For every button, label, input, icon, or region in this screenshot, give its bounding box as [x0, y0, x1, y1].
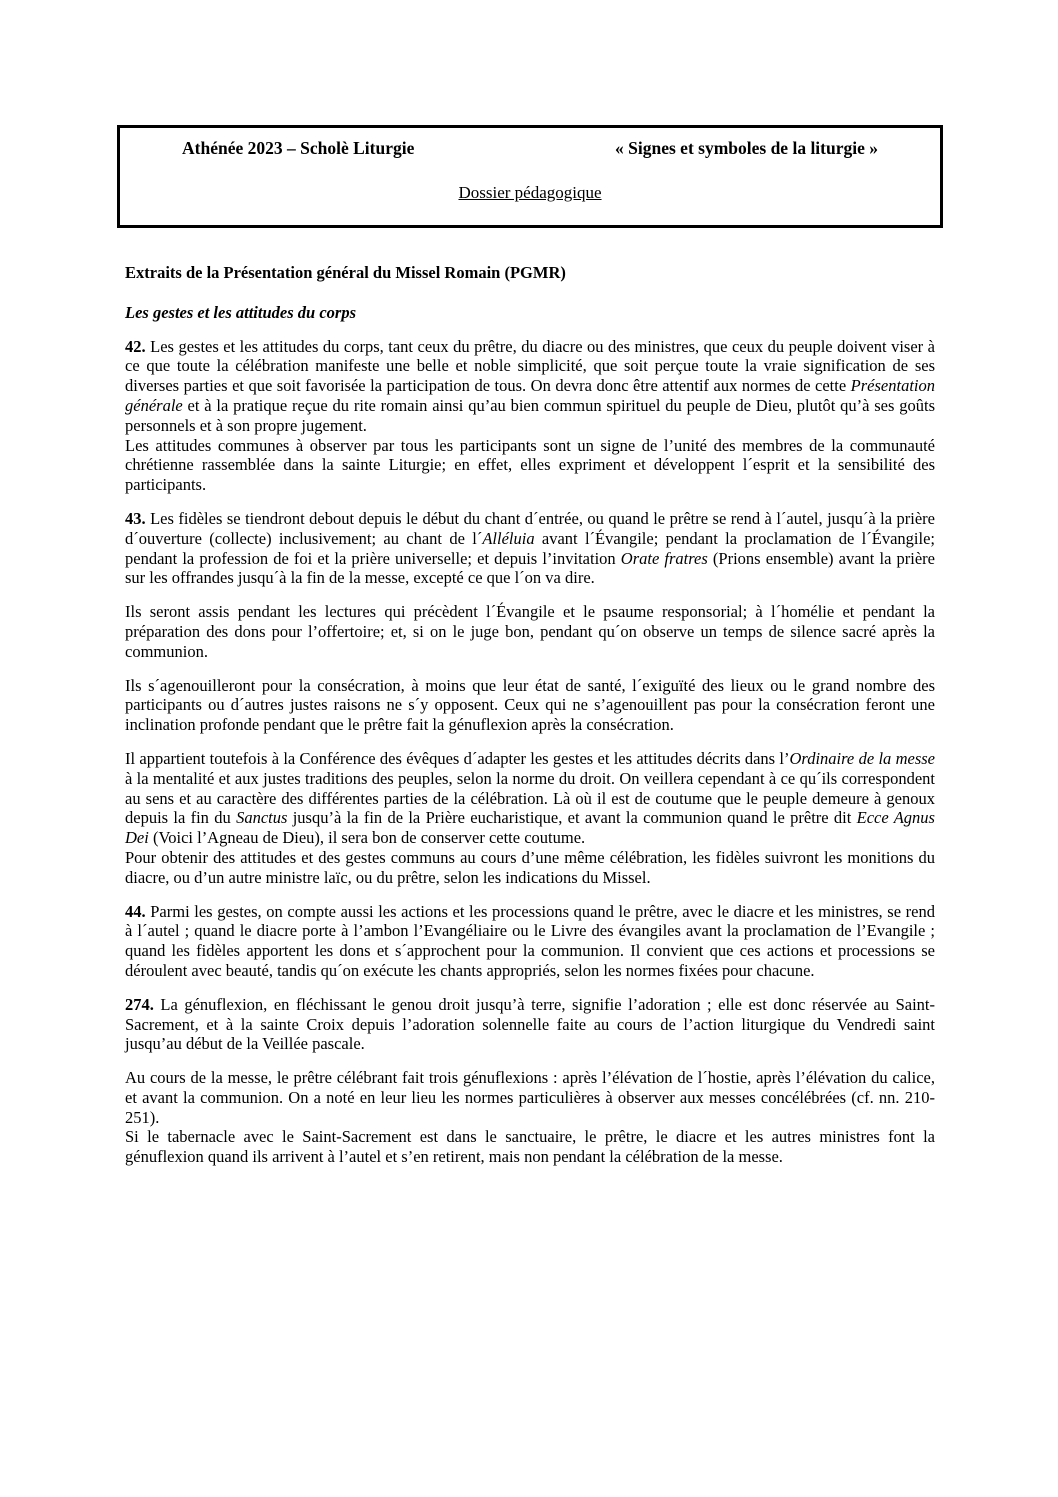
- document-page: [117, 0, 943, 1167]
- paragraph: Ils s´agenouilleront pour la consécration, à moins que leur état de santé, l´exiguïté des lieux ou le grand nombre des participants ou d´autres justes raisons ne s´y opposent. Ceux qui ne s’agenouillent pas pour la consécration feront une inclination profonde pendant que le prêtre fait la génuflexion après la consécration.: [125, 675, 935, 735]
- document-content: [125, 263, 935, 1167]
- document-body: [125, 337, 935, 1167]
- document-subheading: Les gestes et les attitudes du corps: [125, 302, 356, 322]
- paragraph: Il appartient toutefois à la Conférence des évêques d´adapter les gestes et les attitudes décrits dans l’Ordinaire de la messe à la mentalité et aux justes traditions des peuples, selon la norme du droit. On veillera cependant à ce qu´ils correspondent au sens et au caractère des différentes parties de la célébration. Là où il est de coutume que le peuple demeure à genoux depuis la fin du Sanctus jusqu’à la fin de la Prière eucharistique, et avant la communion quand le prêtre dit Ecce Agnus Dei (Voici l’Agneau de Dieu), il sera bon de conserver cette coutume. Pour obtenir des attitudes et des gestes communs au cours d’une même célébration, les fidèles suivront les monitions du diacre, ou d’un autre ministre laïc, ou du prêtre, selon les indications du Missel.: [125, 748, 935, 887]
- paragraph: Ils seront assis pendant les lectures qui précèdent l´Évangile et le psaume responsorial; à l´homélie et pendant la préparation des dons pour l’offertoire; et, si on le juge bon, pendant qu´on observe un temps de silence sacré après la communion.: [125, 602, 935, 661]
- document-heading: Extraits de la Présentation général du Missel Romain (PGMR): [125, 263, 566, 282]
- paragraph: 274. La génuflexion, en fléchissant le genou droit jusqu’à terre, signifie l’adoration ; elle est donc réservée au Saint-Sacrement, et à la sainte Croix depuis l’adoration solennelle faite au cours de l’action liturgique du Vendredi saint jusqu’au début de la Veillée pascale.: [125, 994, 935, 1054]
- paragraph: 44. Parmi les gestes, on compte aussi les actions et les processions quand le prêtre, avec le diacre et les ministres, se rend à l´autel ; quand le diacre porte à l’ambon l’Evangéliaire ou le Livre des évangiles avant la proclamation de l’Evangile ; quand les fidèles apportent les dons et s´approchent pour la communion. Il convient que ces actions et processions se déroulent avec beauté, tandis qu´on exécute les chants appropriés, selon les normes fixées pour chacune.: [125, 901, 935, 980]
- paragraph: 42. Les gestes et les attitudes du corps, tant ceux du prêtre, du diacre ou des ministres, que ceux du peuple doivent viser à ce que toute la célébration manifeste une belle et noble simplicité, que soit perçue toute la vraie signification de ses diverses parties et que soit favorisée la participation de tous. On devra donc être attentif aux normes de cette Présentation générale et à la pratique reçue du rite romain ainsi qu’au bien commun spirituel du peuple de Dieu, plutôt qu’à ses goûts personnels et à son propre jugement. Les attitudes communes à observer par tous les participants sont un signe de l’unité des membres de la communauté chrétienne rassemblée dans la sainte Liturgie; en effet, elles expriment et développent l´esprit et la sensibilité des participants.: [125, 336, 935, 495]
- header-box: [117, 125, 943, 228]
- header-title-row: [120, 137, 940, 159]
- paragraph: Au cours de la messe, le prêtre célébrant fait trois génuflexions : après l’élévation de l´hostie, après l’élévation du calice, et avant la communion. On a noté en leur lieu les normes particulières à observer aux messes concélébrées (cf. nn. 210-251). Si le tabernacle avec le Saint-Sacrement est dans le sanctuaire, le prêtre, le diacre et les autres ministres font la génuflexion quand ils arrivent à l’autel et s’en retirent, mais non pendant la célébration de la messe.: [125, 1068, 935, 1167]
- header-title-right: « Signes et symboles de la liturgie »: [615, 138, 878, 158]
- header-subtitle-text: Dossier pédagogique: [458, 183, 602, 202]
- header-subtitle: [120, 183, 940, 203]
- paragraph: 43. Les fidèles se tiendront debout depuis le début du chant d´entrée, ou quand le prêtre se rend à l´autel, jusqu´à la prière d´ouverture (collecte) inclusivement; au chant de l´Alléluia avant l´Évangile; pendant la proclamation de l´Évangile; pendant la profession de foi et la prière universelle; et depuis l’invitation Orate fratres (Prions ensemble) avant la prière sur les offrandes jusqu´à la fin de la messe, excepté ce que l´on va dire.: [125, 508, 935, 588]
- header-title-left: Athénée 2023 – Scholè Liturgie: [182, 138, 415, 158]
